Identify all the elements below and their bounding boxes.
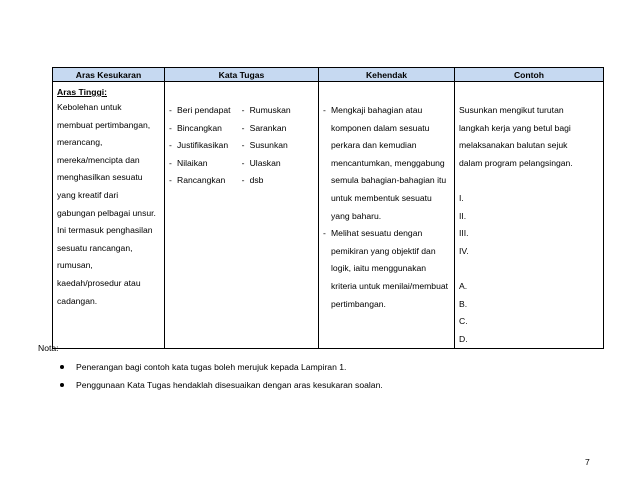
kehendak-text: mencantumkan, menggabung: [331, 157, 445, 168]
table-row: [53, 82, 604, 349]
aras-line: mereka/mencipta dan: [57, 154, 140, 165]
contoh-line: D.: [459, 333, 468, 344]
aras-line: sesuatu rancangan,: [57, 242, 133, 253]
kehendak-line: [323, 190, 450, 208]
aras-line: membuat pertimbangan,: [57, 119, 151, 130]
kehendak-line: [323, 208, 450, 226]
kata-tugas-item: [242, 137, 318, 155]
kata-tugas-item: [242, 102, 318, 120]
dash-marker: -: [323, 105, 326, 115]
dash-marker: -: [169, 175, 172, 186]
kata-tugas-item: [169, 102, 242, 120]
contoh-line: III.: [459, 228, 469, 239]
kata-tugas-text: Sarankan: [249, 122, 287, 133]
contoh-line: I.: [459, 192, 464, 203]
cell-kata-tugas: [165, 82, 319, 349]
contoh-line: melaksanakan balutan sejuk: [459, 140, 568, 151]
kata-tugas-item: [169, 120, 242, 138]
contoh-line: [459, 260, 599, 278]
kehendak-text: komponen dalam sesuatu: [331, 122, 430, 133]
kehendak-line: [323, 260, 450, 278]
header-aras-kesukaran: Aras Kesukaran: [53, 68, 165, 82]
list-item: [60, 358, 383, 376]
contoh-line: A.: [459, 280, 468, 291]
kehendak-text: Melihat sesuatu dengan: [331, 228, 423, 239]
kata-tugas-item: [242, 155, 318, 173]
kata-tugas-text: Justifikasikan: [177, 140, 229, 151]
aras-line: cadangan.: [57, 295, 98, 306]
header-kata-tugas: Kata Tugas: [165, 68, 319, 82]
cell-aras-kesukaran: [53, 82, 165, 349]
dash-marker: -: [169, 105, 172, 115]
kehendak-line: [323, 120, 450, 138]
contoh-line: dalam program pelangsingan.: [459, 157, 573, 168]
bullet-icon: [60, 383, 64, 387]
kehendak-line: [323, 102, 450, 120]
dash-marker: -: [169, 157, 172, 168]
nota-item-text: Penggunaan Kata Tugas hendaklah disesuaikan dengan aras kesukaran soalan.: [76, 380, 383, 390]
dash-marker: -: [241, 140, 245, 151]
contoh-line: Susunkan mengikut turutan: [459, 105, 564, 115]
difficulty-level-table: [52, 67, 604, 349]
aras-line: gabungan pelbagai unsur.: [57, 207, 156, 218]
kata-tugas-text: Bincangkan: [177, 122, 222, 133]
bullet-icon: [60, 365, 64, 369]
kata-tugas-text: Susunkan: [249, 140, 288, 151]
contoh-line: II.: [459, 210, 467, 221]
kehendak-text: Mengkaji bahagian atau: [331, 105, 423, 115]
kehendak-line: [323, 278, 450, 296]
aras-line: yang kreatif dari: [57, 189, 119, 200]
kata-tugas-text: Ulaskan: [249, 157, 281, 168]
dash-marker: -: [241, 157, 245, 168]
kehendak-text: kriteria untuk menilai/membuat: [331, 280, 449, 291]
kata-tugas-text: Rancangkan: [177, 175, 226, 186]
kehendak-text: yang baharu.: [331, 210, 382, 221]
contoh-line: IV.: [459, 245, 469, 256]
nota-list: [60, 358, 383, 394]
kata-tugas-text: Rumuskan: [249, 105, 291, 115]
kehendak-text: untuk membentuk sesuatu: [331, 192, 432, 203]
aras-line: Ini termasuk penghasilan: [57, 225, 153, 236]
kehendak-line: [323, 296, 450, 314]
kata-tugas-item: [242, 172, 318, 190]
kehendak-text: perkara dan kemudian: [331, 140, 417, 151]
kata-tugas-item: [242, 120, 318, 138]
page-number: 7: [585, 457, 590, 467]
list-item: [60, 376, 383, 394]
nota-item-text: Penerangan bagi contoh kata tugas boleh merujuk kepada Lampiran 1.: [76, 362, 347, 372]
dash-marker: -: [169, 140, 172, 151]
level-heading: Aras Tinggi:: [57, 87, 107, 97]
dash-marker: -: [241, 175, 245, 186]
kehendak-line: [323, 243, 450, 261]
kata-tugas-column-1: [169, 102, 242, 190]
nota-label: Nota:: [38, 343, 59, 353]
dash-marker: -: [323, 228, 326, 239]
kehendak-text: semula bahagian-bahagian itu: [331, 175, 447, 186]
dash-marker: -: [241, 105, 245, 115]
kehendak-text: pemikiran yang objektif dan: [331, 245, 436, 256]
cell-contoh: [455, 82, 604, 349]
kehendak-text: logik, iaitu menggunakan: [331, 263, 427, 274]
aras-line: Kebolehan untuk: [57, 102, 122, 112]
kehendak-text: pertimbangan.: [331, 298, 386, 309]
kehendak-line: [323, 172, 450, 190]
kata-tugas-column-2: [242, 102, 318, 190]
contoh-line: langkah kerja yang betul bagi: [459, 122, 571, 133]
kata-tugas-item: [169, 137, 242, 155]
aras-line: merancang,: [57, 137, 103, 148]
kata-tugas-text: dsb: [249, 175, 264, 186]
header-contoh: Contoh: [455, 68, 604, 82]
kata-tugas-text: Nilaikan: [177, 157, 208, 168]
aras-line: menghasilkan sesuatu: [57, 172, 143, 183]
kata-tugas-item: [169, 155, 242, 173]
dash-marker: -: [169, 122, 172, 133]
dash-marker: -: [241, 122, 245, 133]
aras-line: kaedah/prosedur atau: [57, 277, 141, 288]
aras-line: rumusan,: [57, 260, 93, 271]
table-header-row: [53, 68, 604, 82]
header-kehendak: Kehendak: [319, 68, 455, 82]
contoh-line: B.: [459, 298, 468, 309]
cell-kehendak: [319, 82, 455, 349]
kehendak-line: [323, 225, 450, 243]
kata-tugas-text: Beri pendapat: [177, 105, 231, 115]
contoh-line: [459, 172, 599, 190]
contoh-line: C.: [459, 316, 468, 327]
kehendak-line: [323, 137, 450, 155]
kata-tugas-item: [169, 172, 242, 190]
kehendak-line: [323, 155, 450, 173]
